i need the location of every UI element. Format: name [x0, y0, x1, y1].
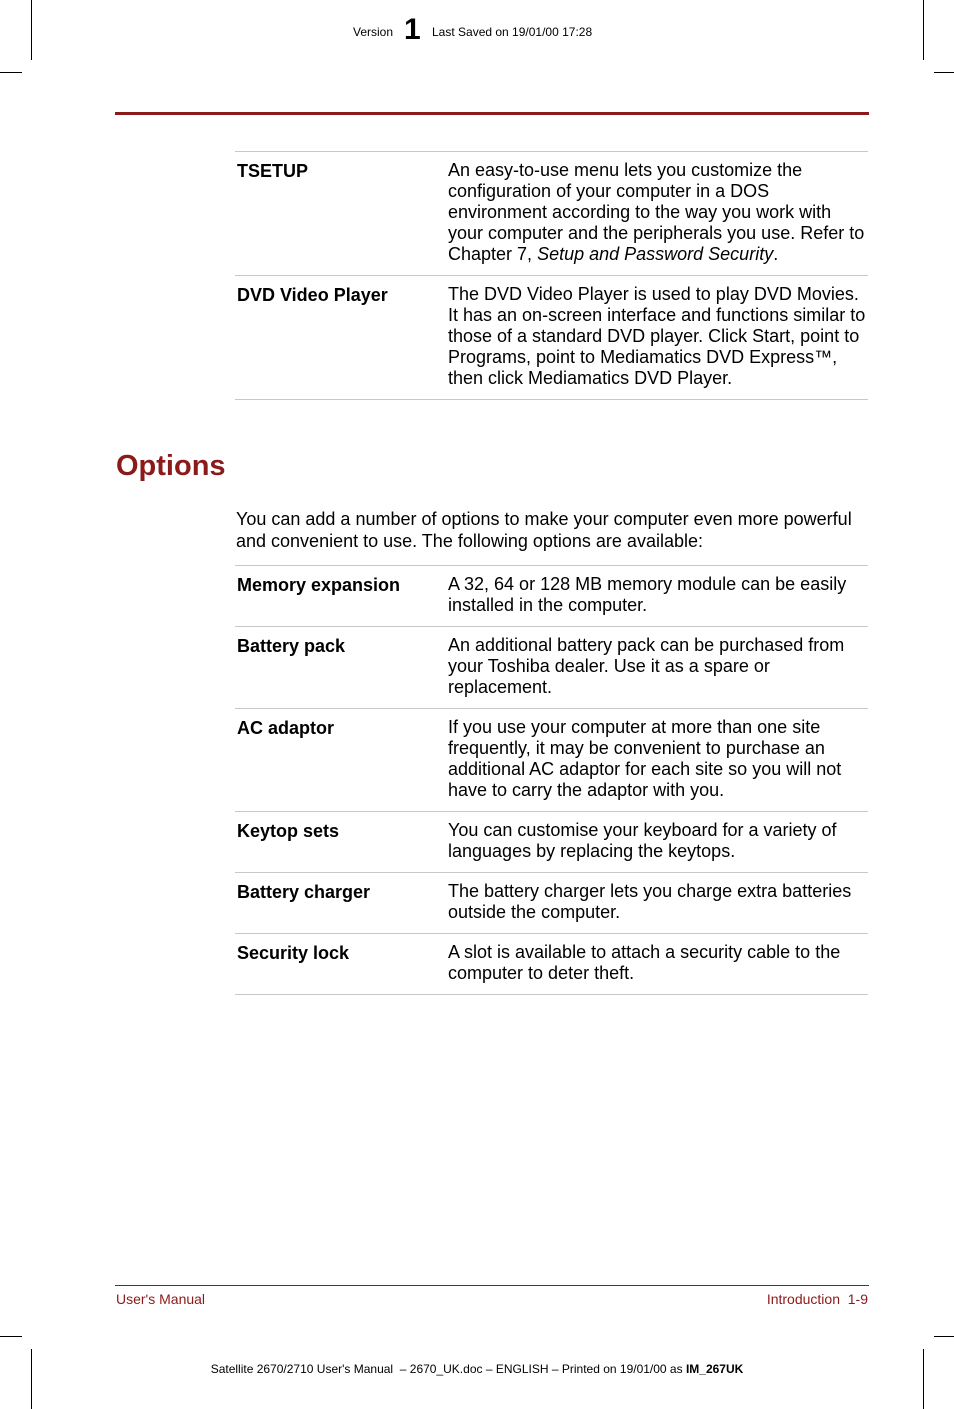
term-label: Keytop sets [237, 821, 340, 841]
section-intro: You can add a number of options to make your computer even more powerful and convenient to use. The following options are available: [236, 509, 852, 551]
term-description: You can customise your keyboard for a variety of languages by replacing the keytops. [448, 820, 837, 861]
crop-mark [31, 1349, 32, 1409]
table-row [235, 709, 868, 812]
table-row [235, 566, 868, 627]
table-row [235, 873, 868, 934]
term-label: TSETUP [237, 161, 309, 181]
term-description: An easy-to-use menu lets you customize the configuration of your computer in a DOS environment according to the way you work with your computer and the peripherals you use. Refer to Chapter 7, Setup and Password Security. [448, 160, 865, 264]
table-row [235, 934, 868, 995]
term-description: The DVD Video Player is used to play DVD Movies. It has an on-screen interface and functions similar to those of a standard DVD player. Click Start, point to Programs, point to Mediamatics DVD Express™, then click Mediamatics DVD Player. [448, 284, 866, 388]
term-description: A slot is available to attach a security cable to the computer to deter theft. [448, 942, 841, 983]
term-label: Security lock [237, 943, 350, 963]
crop-mark [934, 1336, 954, 1337]
term-label: AC adaptor [237, 718, 335, 738]
term-description: The battery charger lets you charge extra batteries outside the computer. [448, 881, 852, 922]
header-rule [115, 112, 869, 115]
term-label: Battery charger [237, 882, 371, 902]
section-title: Options [116, 450, 226, 482]
print-code: IM_267UK [685, 1362, 744, 1376]
crop-mark [0, 1336, 22, 1337]
crop-mark [0, 72, 22, 73]
version-number: 1 [404, 13, 421, 46]
software-table [235, 151, 868, 400]
table-row [235, 152, 868, 276]
version-label: Version [353, 25, 394, 39]
table-row [235, 276, 868, 400]
term-description: If you use your computer at more than one site frequently, it may be convenient to purchase an additional AC adaptor for each site so you will not have to carry the adaptor with you. [448, 717, 842, 800]
term-description: A 32, 64 or 128 MB memory module can be easily installed in the computer. [448, 574, 847, 615]
term-label: DVD Video Player [237, 285, 388, 305]
footer-page-number: Introduction 1-9 [766, 1291, 868, 1307]
crop-mark [923, 1349, 924, 1409]
term-label: Battery pack [237, 636, 346, 656]
term-description: An additional battery pack can be purchased from your Toshiba dealer. Use it as a spare or replacement. [448, 635, 845, 697]
table-row [235, 627, 868, 709]
last-saved: Last Saved on 19/01/00 17:28 [432, 25, 593, 39]
table-row [235, 812, 868, 873]
print-line: Satellite 2670/2710 User's Manual – 2670_UK.doc – ENGLISH – Printed on 19/01/00 as IM_267UK [210, 1362, 744, 1376]
term-label: Memory expansion [237, 575, 401, 595]
footer-rule [115, 1285, 869, 1286]
chapter-reference: Setup and Password Security [537, 244, 774, 264]
version-line [0, 14, 954, 50]
crop-mark [934, 72, 954, 73]
options-table [235, 565, 868, 995]
footer-manual-title: User's Manual [116, 1291, 206, 1307]
